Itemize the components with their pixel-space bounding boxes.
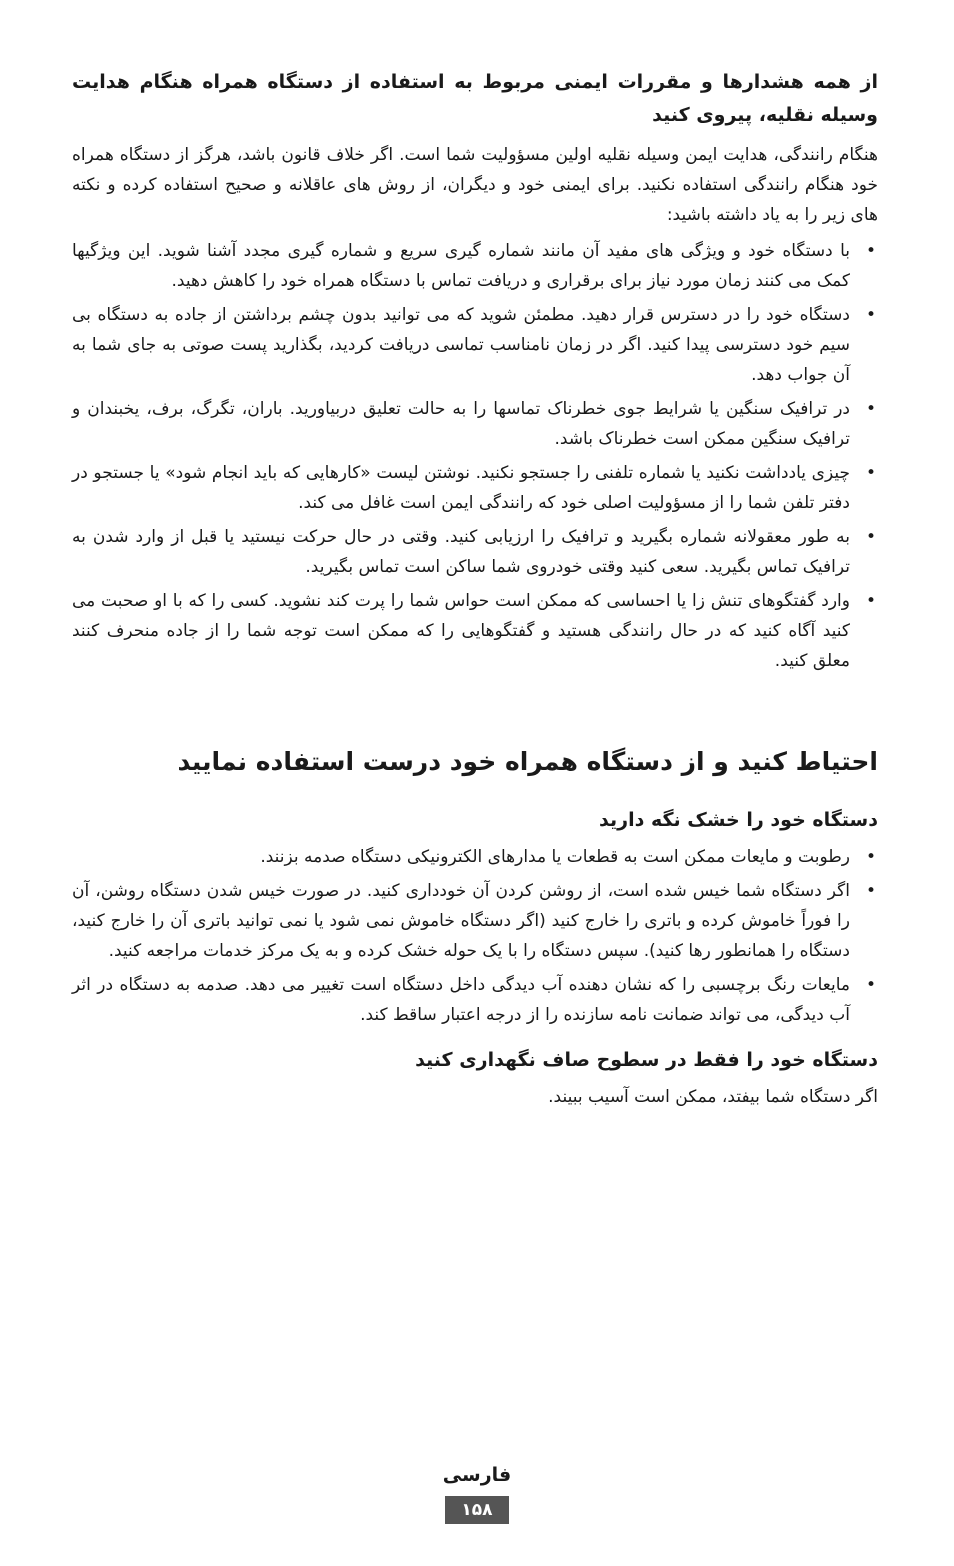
flat-surface-text: اگر دستگاه شما بیفتد، ممکن است آسیب ببیند. [548,1087,878,1107]
list-item [72,586,878,676]
list-item-text: با دستگاه خود و ویژگی های مفید آن مانند شماره گیری سریع و شماره گیری مجدد آشنا شوید. این ویژگیها کمک می کنند زمان مورد نیاز برای برقراری و دریافت تماس با دستگاه همراه خود را کاهش دهید. [72,241,850,291]
list-item-text: چیزی یادداشت نکنید یا شماره تلفنی را جستجو نکنید. نوشتن لیست «کارهایی که باید انجام شود» یا جستجو در دفتر تلفن شما را از مسؤولیت اصلی خود که رانندگی ایمن است غافل می کند. [72,463,850,513]
bullet-icon: • [865,399,876,419]
list-item-text: دستگاه خود را در دسترس قرار دهید. مطمئن شوید که می توانید بدون چشم برداشتن از جاده به دستگاه بی سیم خود دسترسی پیدا کنید. اگر در زمان نامناسب تماسی دریافت کردید، بگذارید پست صوتی به جای شما به آن جواب دهد. [72,305,850,385]
list-item [72,236,878,296]
list-item [72,970,878,1030]
list-item [72,300,878,390]
bullet-icon: • [865,847,876,867]
list-item [72,876,878,966]
page-content [72,66,878,1118]
keep-dry-list [72,842,878,1030]
device-care-heading: احتیاط کنید و از دستگاه همراه خود درست استفاده نمایید [177,747,878,776]
bullet-icon: • [865,305,876,325]
list-item-text: رطوبت و مایعات ممکن است به قطعات یا مدارهای الکترونیکی دستگاه صدمه بزنند. [260,847,850,867]
list-item-text: در ترافیک سنگین یا شرایط جوی خطرناک تماسها را به حالت تعلیق دربیاورید. باران، تگرگ، برف، یخبندان و ترافیک سنگین ممکن است خطرناک باشد. [72,399,850,449]
bullet-icon: • [865,527,876,547]
driving-safety-intro: هنگام رانندگی، هدایت ایمن وسیله نقلیه اولین مسؤولیت شما است. اگر خلاف قانون باشد، هرگز از دستگاه همراه خود هنگام رانندگی استفاده نکنید. برای ایمنی خود و دیگران، از روش های عاقلانه و صحیح استفاده کرده و نکته های زیر را به یاد داشته باشید: [72,145,878,225]
driving-safety-heading: از همه هشدارها و مقررات ایمنی مربوط به استفاده از دستگاه همراه هنگام هدایت وسیله نقلیه، پیروی کنید [72,71,878,126]
list-item-text: به طور معقولانه شماره بگیرید و ترافیک را ارزیابی کنید. وقتی در حال حرکت نیستید یا قبل از وارد شدن به ترافیک تماس بگیرید. سعی کنید وقتی خودروی شما ساکن است تماس بگیرید. [72,527,850,577]
list-item-text: مایعات رنگ برچسبی را که نشان دهنده آب دیدگی داخل دستگاه است تغییر می دهد. صدمه به دستگاه در اثر آب دیدگی، می تواند ضمانت نامه سازنده را از درجه اعتبار ساقط کند. [72,975,850,1025]
keep-dry-heading: دستگاه خود را خشک نگه دارید [599,809,878,831]
bullet-icon: • [865,591,876,611]
driving-safety-list [72,236,878,676]
bullet-icon: • [865,463,876,483]
bullet-icon: • [865,241,876,261]
footer-language-label: فارسی [442,1464,512,1486]
list-item-text: وارد گفتگوهای تنش زا یا احساسی که ممکن است حواس شما را پرت کند نشوید. کسی را که با او صحبت می کنید آگاه کنید که در حال رانندگی هستید و گفتگوهایی را که ممکن است توجه شما را از جاده منحرف کنند معلق کنید. [72,591,850,671]
list-item [72,522,878,582]
flat-surface-heading: دستگاه خود را فقط در سطوح صاف نگهداری کنید [415,1049,878,1071]
list-item [72,394,878,454]
page-footer [0,1460,954,1524]
bullet-icon: • [865,881,876,901]
list-item-text: اگر دستگاه شما خیس شده است، از روشن کردن آن خودداری کنید. در صورت خیس شدن دستگاه روشن، آن را فوراً خاموش کرده و باتری را خارج کنید (اگر دستگاه خاموش نمی شود یا نمی توانید باتری آن را خارج کنید، دستگاه را همانطور رها کنید). سپس دستگاه را با یک حوله خشک کرده و به یک مرکز خدمات مراجعه کنید. [72,881,850,961]
list-item [72,842,878,872]
list-item [72,458,878,518]
page-number-badge: ۱۵۸ [445,1496,509,1524]
bullet-icon: • [865,975,876,995]
